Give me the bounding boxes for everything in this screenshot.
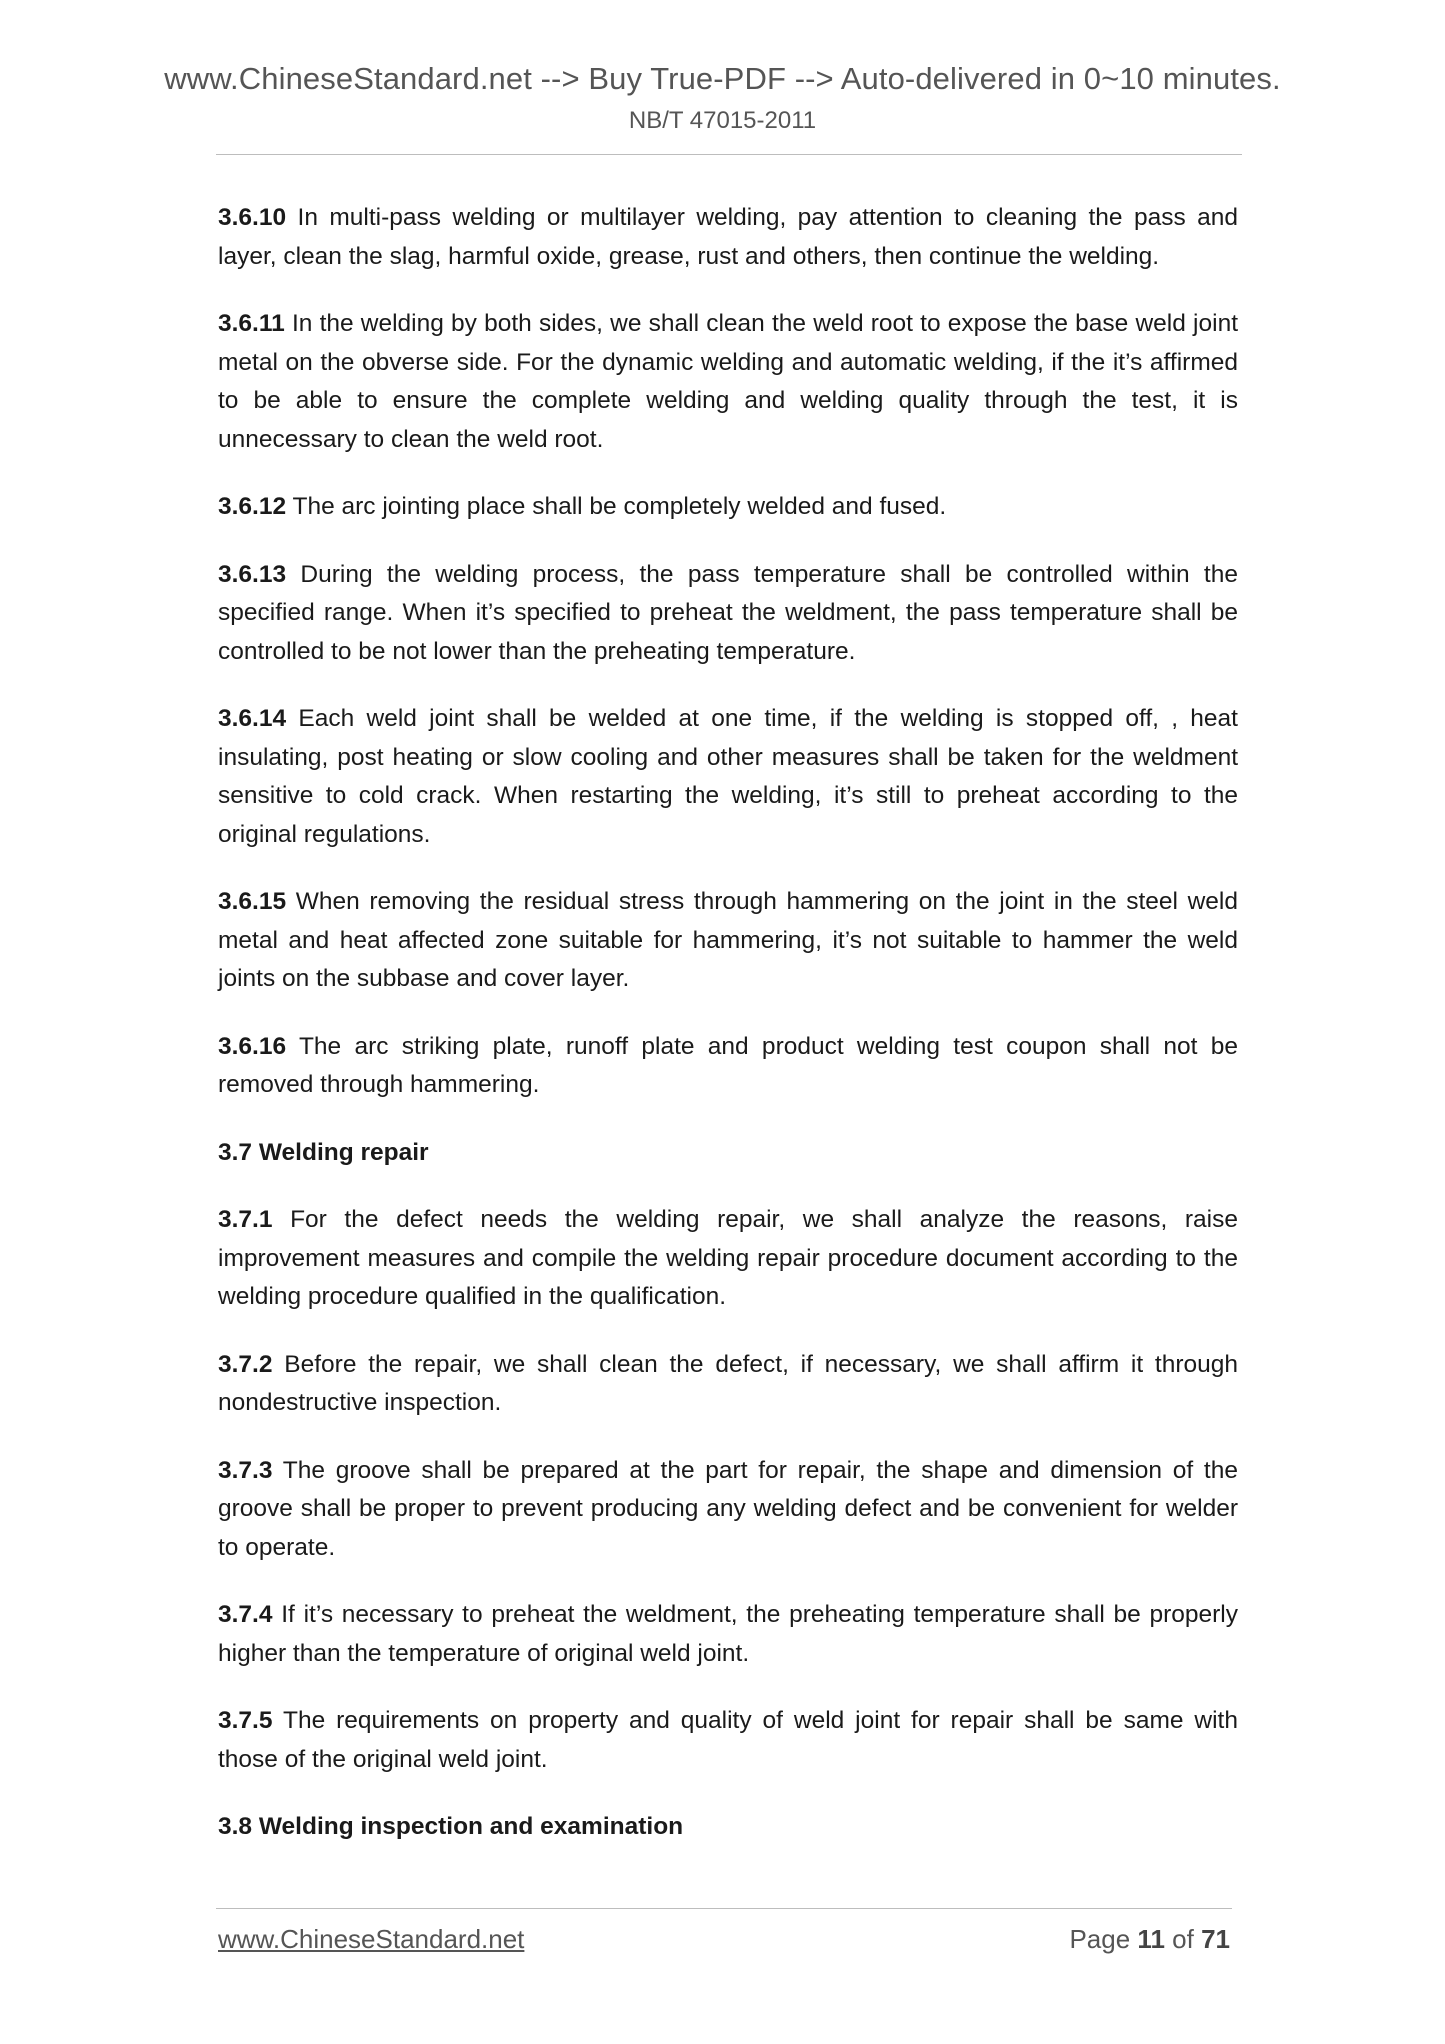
page-current: 11: [1137, 1924, 1165, 1954]
clause-paragraph: [218, 1201, 1238, 1317]
page-header: [0, 58, 1445, 138]
clause-paragraph: [218, 1702, 1238, 1779]
clause-number: 3.6.16: [218, 1032, 287, 1060]
clause-number: 3.6.10: [218, 204, 287, 231]
clause-text: During the welding process, the pass temperature shall be controlled within the specified range. When it’s specified to preheat the weldment, the pass temperature shall be controlled to be not lower than the preheating temperature.: [218, 560, 1238, 665]
clause-paragraph: [218, 883, 1238, 999]
clause-paragraph: [218, 199, 1238, 276]
clause-paragraph: [218, 488, 1238, 527]
page-footer: [218, 1921, 1230, 1957]
footer-divider: [216, 1908, 1232, 1909]
page-prefix: Page: [1069, 1924, 1131, 1954]
clause-number: 3.6.14: [218, 705, 287, 732]
page-of: of: [1172, 1924, 1194, 1954]
clause-number: 3.7.3: [218, 1456, 273, 1484]
clause-number: 3.7.2: [218, 1350, 273, 1378]
clause-text: If it’s necessary to preheat the weldment, the preheating temperature shall be properly higher than the temperature of original weld joint.: [218, 1601, 1238, 1667]
section-heading: 3.7 Welding repair: [218, 1138, 429, 1166]
page-total: 71: [1201, 1924, 1230, 1954]
clause-text: The requirements on property and quality of weld joint for repair shall be same with those of the original weld joint.: [218, 1707, 1238, 1773]
footer-site-link[interactable]: www.ChineseStandard.net: [218, 1924, 525, 1954]
clause-number: 3.6.11: [218, 310, 285, 337]
clause-text: The arc jointing place shall be completely welded and fused.: [292, 493, 947, 520]
clause-number: 3.6.15: [218, 888, 287, 915]
clause-paragraph: [218, 305, 1238, 459]
clause-paragraph: [218, 700, 1238, 854]
clause-text: In the welding by both sides, we shall clean the weld root to expose the base weld joint metal on the obverse side. For the dynamic welding and automatic welding, if the it’s affirmed to be able to ensure the complete welding and welding quality through the test, it is unnecessary to clean the weld root.: [218, 310, 1238, 453]
clause-paragraph: [218, 1028, 1238, 1105]
clause-text: The arc striking plate, runoff plate and product welding test coupon shall not be removed through hammering.: [218, 1032, 1238, 1098]
clause-paragraph: [218, 1596, 1238, 1673]
clause-text: In multi-pass welding or multilayer welding, pay attention to cleaning the pass and layer, clean the slag, harmful oxide, grease, rust and others, then continue the welding.: [218, 204, 1239, 270]
header-divider: [216, 154, 1242, 155]
standard-number: NB/T 47015-2011: [628, 107, 817, 134]
clause-number: 3.6.13: [218, 560, 287, 588]
clause-text: The groove shall be prepared at the part for repair, the shape and dimension of the groove shall be proper to prevent producing any welding defect and be convenient for welder to operate.: [218, 1456, 1238, 1561]
clause-text: When removing the residual stress through hammering on the joint in the steel weld metal and heat affected zone suitable for hammering, it’s not suitable to hammer the weld joints on the subbase and cover layer.: [218, 888, 1238, 992]
clause-paragraph: [218, 1452, 1238, 1568]
clause-text: For the defect needs the welding repair, we shall analyze the reasons, raise improvement measures and compile the welding repair procedure document according to the welding procedure qualified in the qualification.: [218, 1206, 1238, 1310]
clause-number: 3.7.1: [218, 1206, 273, 1233]
clause-number: 3.7.4: [218, 1601, 273, 1628]
clause-number: 3.7.5: [218, 1707, 273, 1734]
clause-number: 3.6.12: [218, 493, 287, 520]
header-banner: www.ChineseStandard.net --> Buy True-PDF --> Auto-delivered in 0~10 minutes.: [164, 61, 1281, 96]
clause-paragraph: [218, 556, 1238, 672]
page-indicator: [1069, 1921, 1230, 1957]
clause-text: Each weld joint shall be welded at one time, if the welding is stopped off, , heat insulating, post heating or slow cooling and other measures shall be taken for the weldment sensitive to cold crack. When restarting the welding, it’s still to preheat according to the original regulations.: [218, 705, 1238, 848]
document-body: [218, 199, 1238, 1876]
clause-paragraph: [218, 1346, 1238, 1423]
clause-text: Before the repair, we shall clean the defect, if necessary, we shall affirm it through nondestructive inspection.: [218, 1350, 1239, 1416]
section-heading: 3.8 Welding inspection and examination: [218, 1813, 684, 1840]
